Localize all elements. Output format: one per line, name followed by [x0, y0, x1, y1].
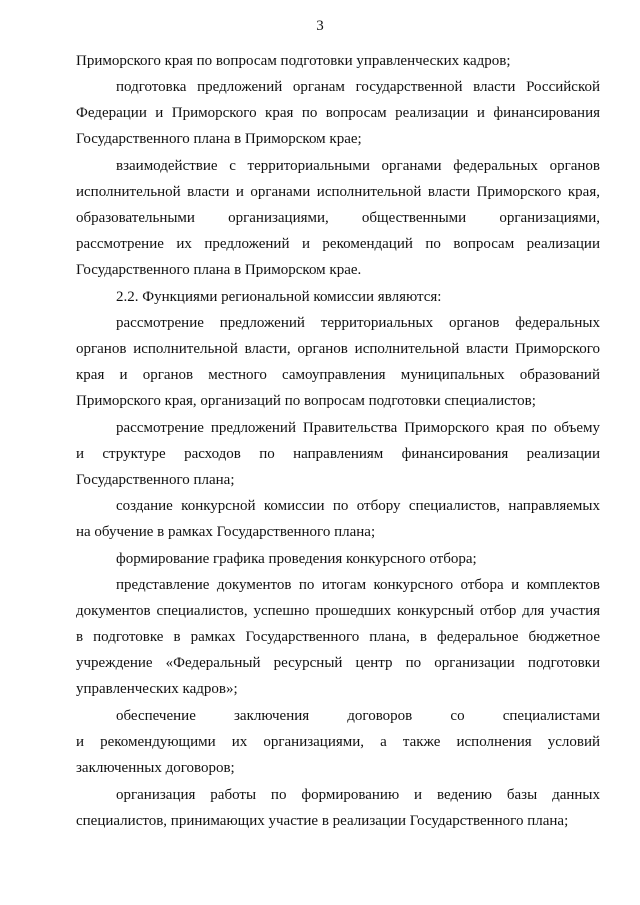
text-line: представление документов по итогам конкурсного отбора и комплектов	[116, 577, 600, 593]
text-line: органов исполнительной власти, органов исполнительной власти Приморского	[76, 341, 600, 357]
text-line: организация работы по формированию и ведению базы данных	[116, 787, 600, 803]
page-number: 3	[316, 18, 324, 34]
text-line: Приморского края по вопросам подготовки управленческих кадров;	[76, 53, 511, 69]
text-line: рассмотрение их предложений и рекомендаций по вопросам реализации	[76, 236, 600, 252]
text-line: документов специалистов, успешно прошедших конкурсный отбор для участия	[76, 603, 600, 619]
text-line: создание конкурсной комиссии по отбору специалистов, направляемых	[116, 498, 600, 514]
text-line: и структуре расходов по направлениям финансирования реализации	[76, 446, 600, 462]
text-line: взаимодействие с территориальными органами федеральных органов	[116, 158, 600, 174]
text-line: края и органов местного самоуправления муниципальных образований	[76, 367, 600, 383]
text-line: специалистов, принимающих участие в реализации Государственного плана;	[76, 813, 569, 829]
text-line: обеспечение заключения договоров со специалистами	[116, 708, 600, 724]
text-line: исполнительной власти и органами исполнительной власти Приморского края,	[76, 184, 600, 200]
text-line: рассмотрение предложений Правительства Приморского края по объему	[116, 420, 600, 436]
text-line: Приморского края, организаций по вопросам подготовки специалистов;	[76, 393, 536, 409]
text-line: в подготовке в рамках Государственного плана, в федеральное бюджетное	[76, 629, 600, 645]
text-line: подготовка предложений органам государственной власти Российской	[116, 79, 600, 95]
text-line: учреждение «Федеральный ресурсный центр по организации подготовки	[76, 655, 600, 671]
text-line: образовательными организациями, общественными организациями,	[76, 210, 600, 226]
text-line: управленческих кадров»;	[76, 681, 238, 697]
text-line: Государственного плана;	[76, 472, 235, 488]
text-line: заключенных договоров;	[76, 760, 235, 776]
text-line: Государственного плана в Приморском крае.	[76, 262, 362, 278]
text-line: Федерации и Приморского края по вопросам реализации и финансирования	[76, 105, 600, 121]
text-line: и рекомендующими их организациями, а также исполнения условий	[76, 734, 600, 750]
text-line: рассмотрение предложений территориальных органов федеральных	[116, 315, 600, 331]
section-heading: 2.2. Функциями региональной комиссии являются:	[116, 289, 442, 305]
text-line: на обучение в рамках Государственного плана;	[76, 524, 376, 540]
text-line: Государственного плана в Приморском крае;	[76, 131, 362, 147]
text-line: формирование графика проведения конкурсного отбора;	[116, 551, 477, 567]
